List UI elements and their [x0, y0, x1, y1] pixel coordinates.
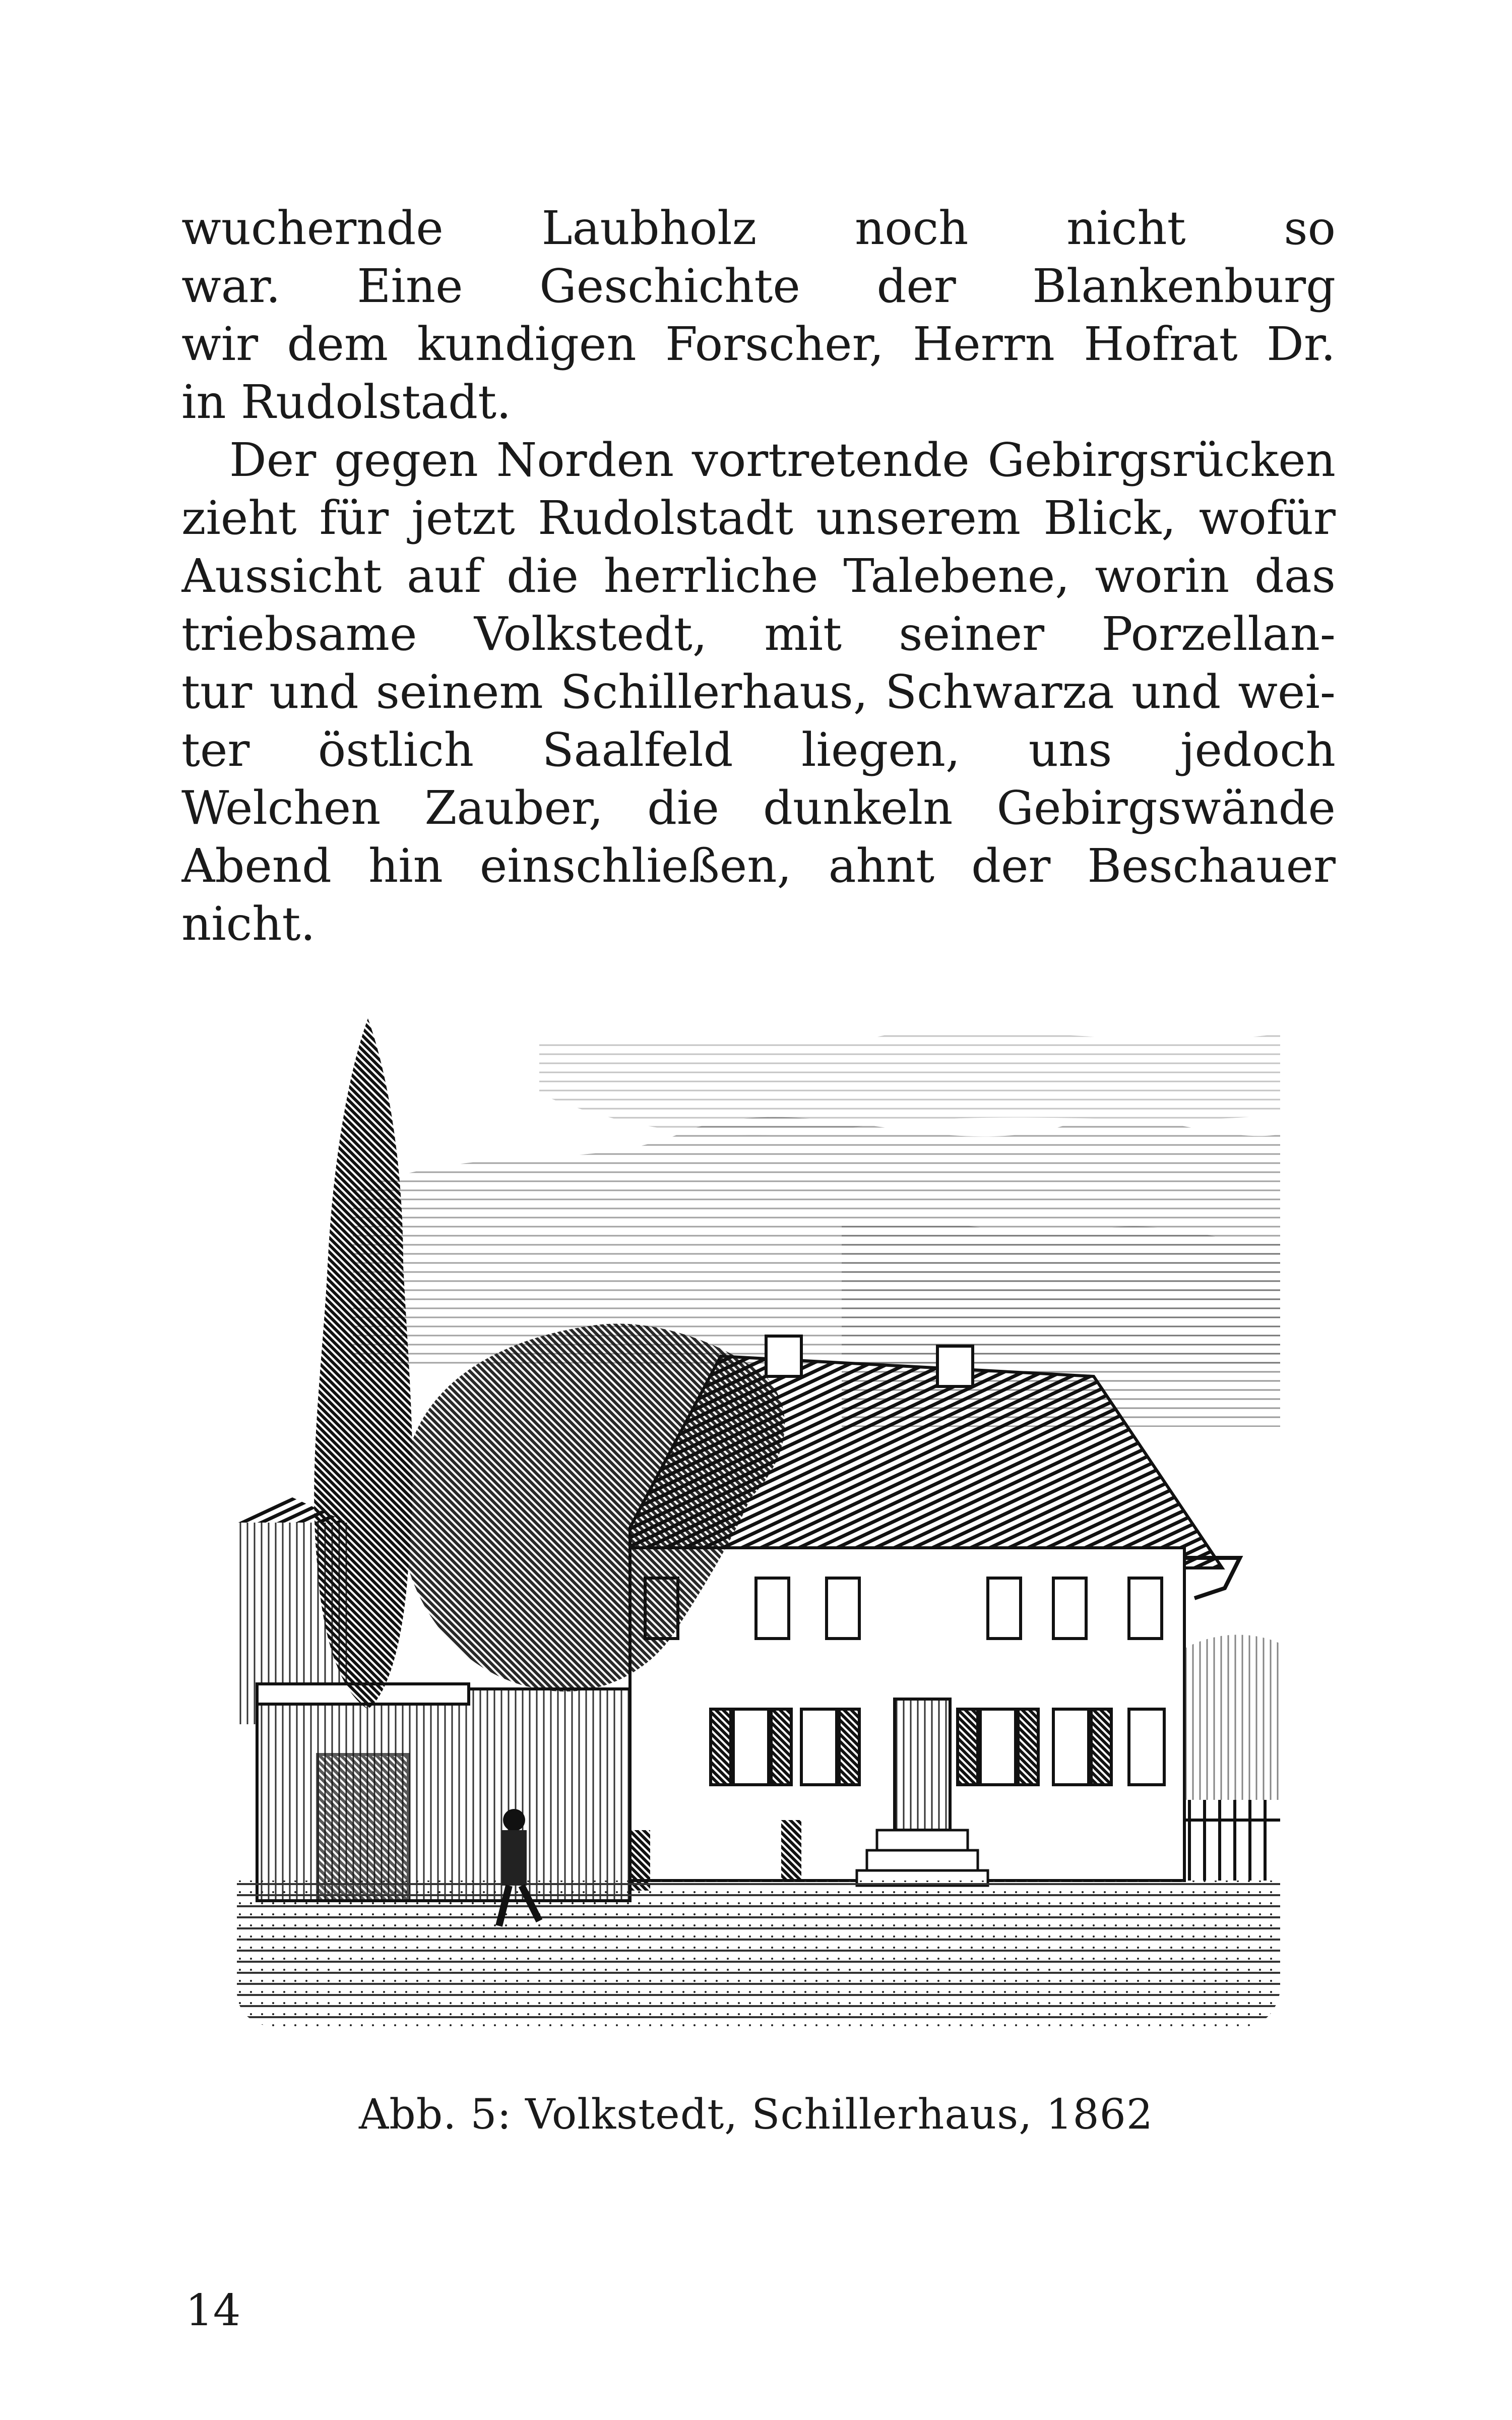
text-line: Aussicht auf die herrliche Talebene, worin das — [181, 549, 1336, 603]
garden-wall — [257, 1684, 630, 1901]
text-line: wir dem kundigen Forscher, Herrn Hofrat Dr. — [181, 317, 1336, 371]
ground — [237, 1881, 1280, 2027]
text-line: ter östlich Saalfeld liegen, uns jedoch — [181, 723, 1336, 777]
paragraph-2 — [181, 431, 1336, 953]
text-line: Abend hin einschließen, ahnt der Beschauer — [181, 839, 1336, 893]
paragraph-1 — [181, 199, 1336, 431]
text-line: nicht. — [181, 897, 316, 951]
text-line: in Rudolstadt. — [181, 375, 512, 429]
text-line: war. Eine Geschichte der Blankenburg — [181, 259, 1336, 313]
fence — [1184, 1635, 1280, 1881]
text-line: Der gegen Norden vortretende Gebirgsrücken — [229, 433, 1336, 487]
text-line: wuchernde Laubholz noch nicht so — [181, 201, 1336, 255]
text-line: Welchen Zauber, die dunkeln Gebirgswände — [181, 781, 1336, 835]
text-line: triebsame Volkstedt, mit seiner Porzellan- — [181, 607, 1336, 661]
figure-caption: Abb. 5: Volkstedt, Schillerhaus, 1862 — [358, 2091, 1154, 2139]
page-number: 14 — [185, 2285, 241, 2336]
text-line: zieht für jetzt Rudolstadt unserem Blick, wofür — [181, 491, 1336, 545]
engraving-illustration — [237, 1013, 1280, 2027]
text-line: tur und seinem Schillerhaus, Schwarza und wei- — [181, 665, 1336, 719]
